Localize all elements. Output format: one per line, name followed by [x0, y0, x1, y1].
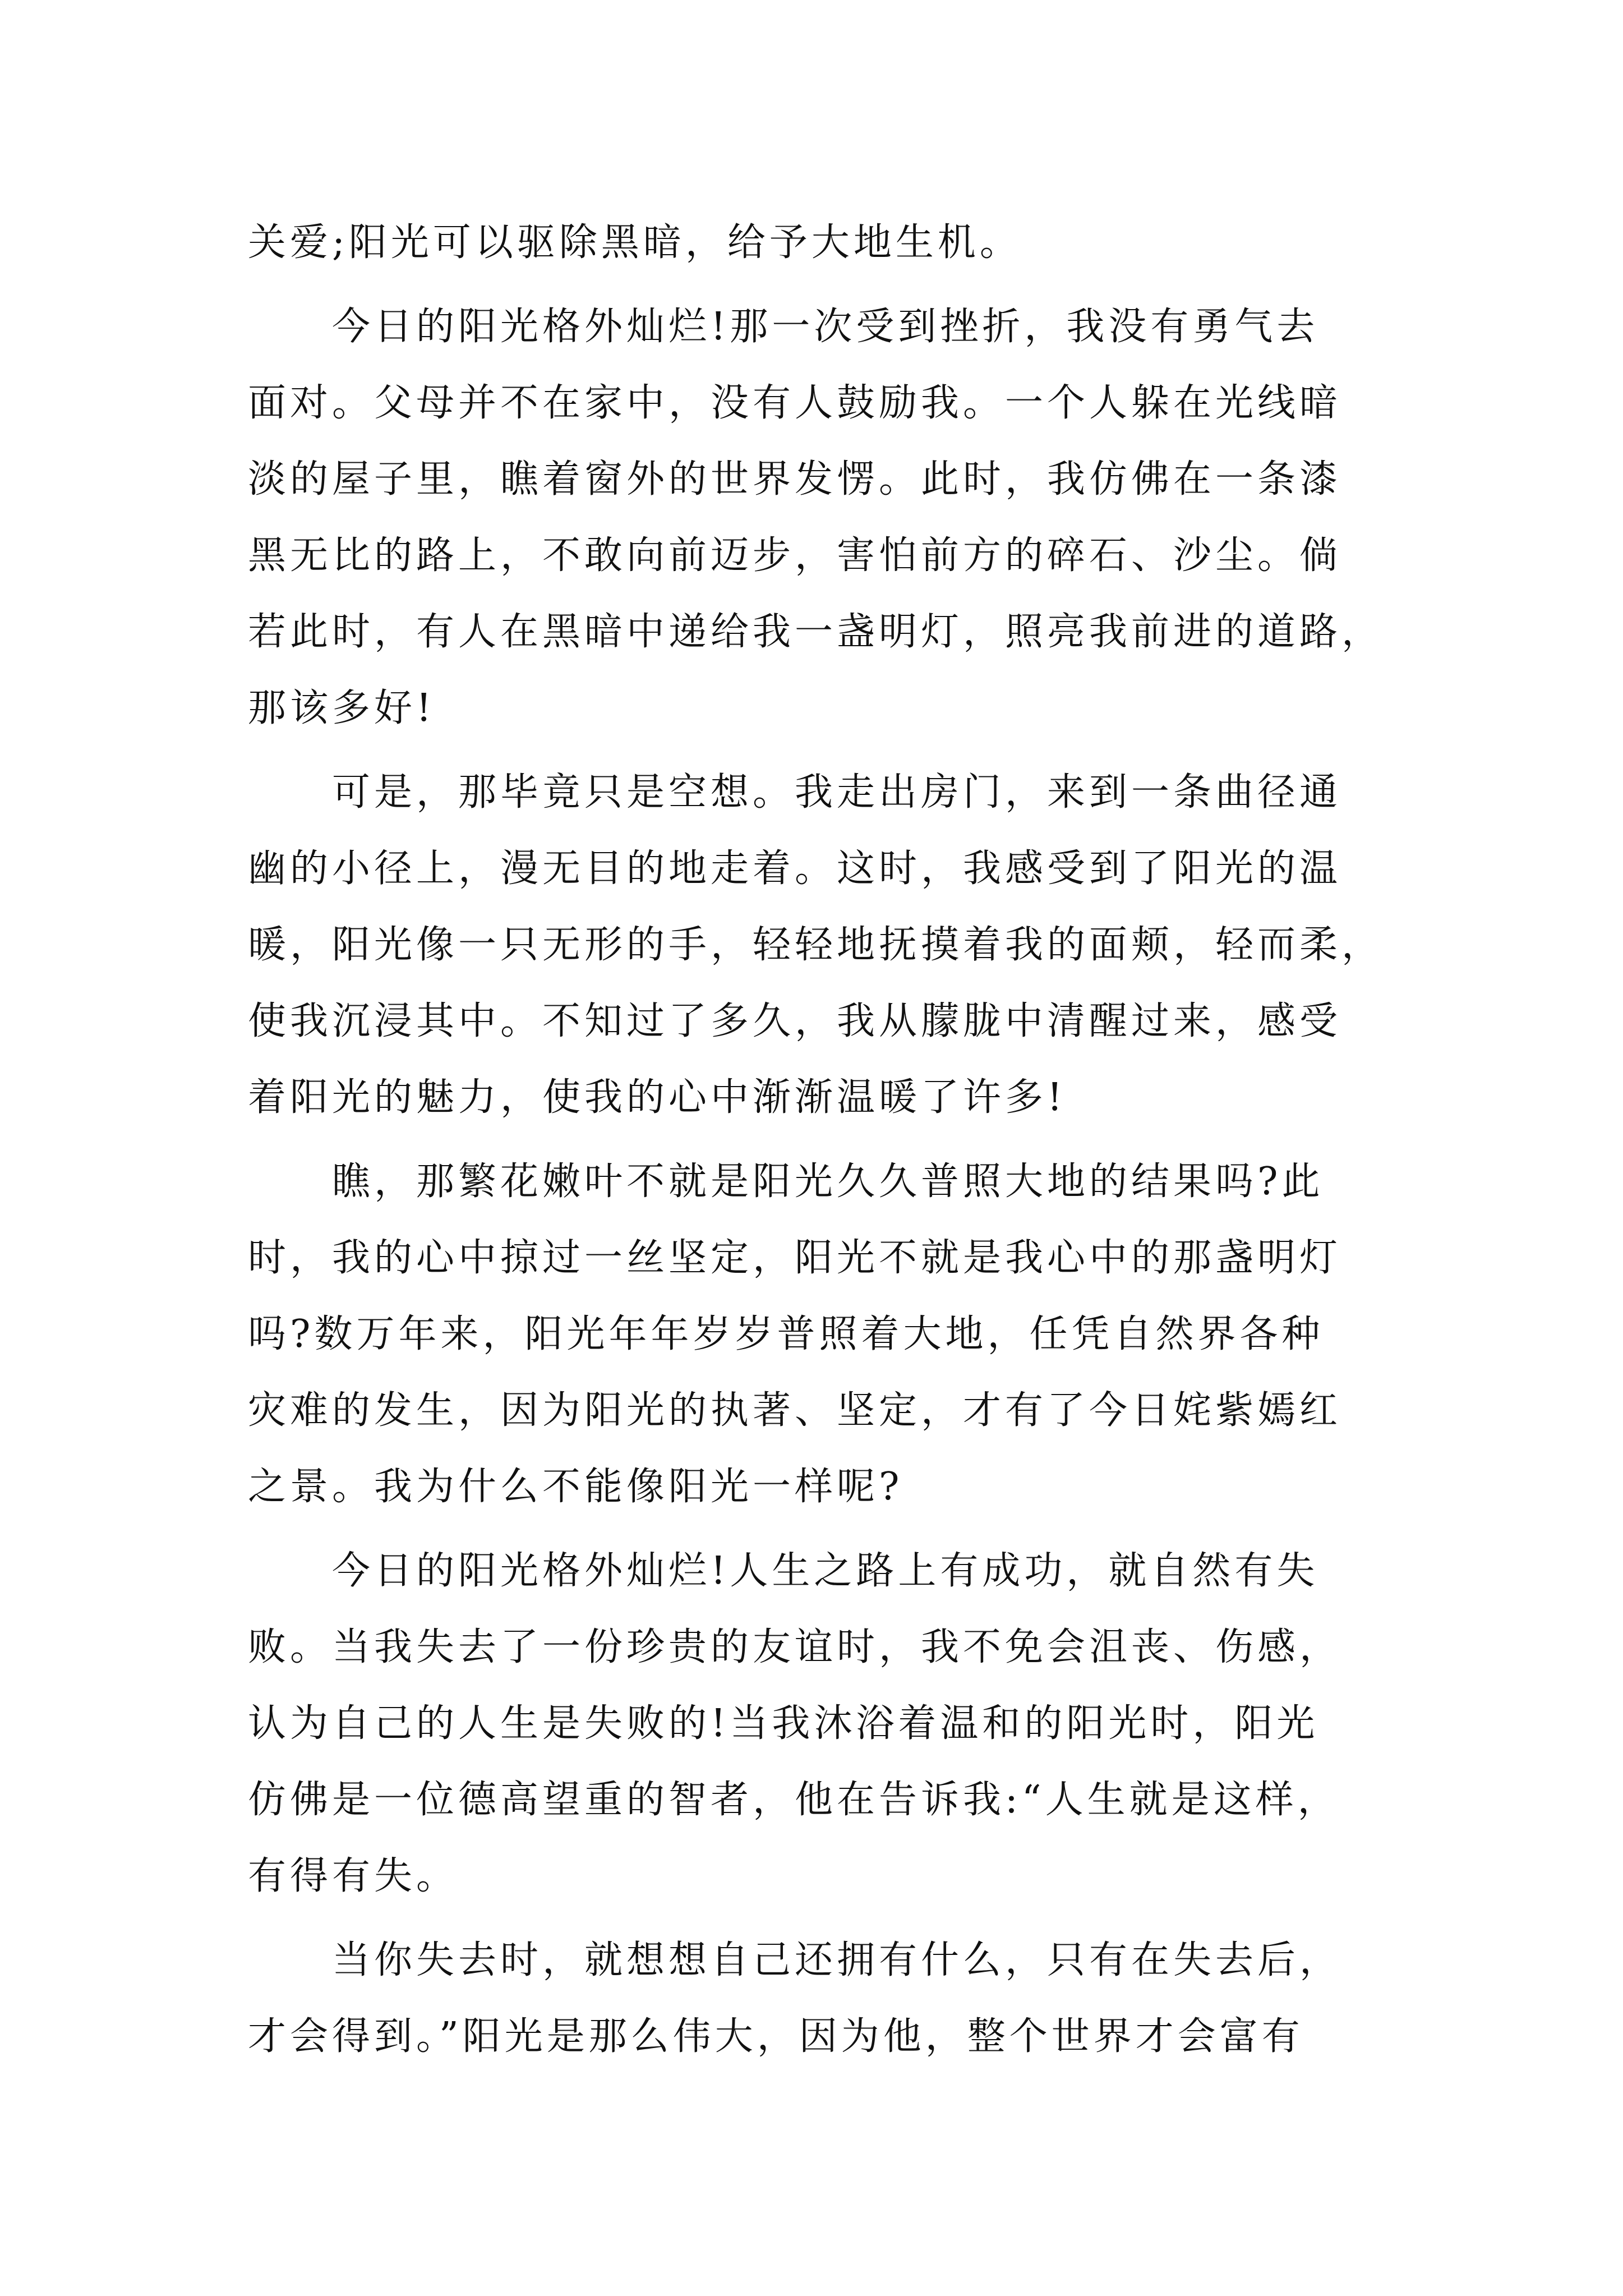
text-line: 败。当我失去了一份珍贵的友谊时，我不免会沮丧、伤感， [248, 1625, 1342, 1669]
text-line: 那该多好! [248, 686, 436, 730]
text-line: 有得有失。 [248, 1854, 459, 1898]
text-line: 关爱;阳光可以驱除黑暗，给予大地生机。 [248, 220, 1022, 265]
document-body [248, 205, 1392, 2075]
paragraph-2 [248, 289, 1392, 747]
paragraph-4 [248, 1144, 1392, 1525]
text-line: 今日的阳光格外灿烂!那一次受到挫折，我没有勇气去 [332, 305, 1319, 349]
text-line: 认为自己的人生是失败的!当我沐浴着温和的阳光时，阳光 [248, 1701, 1319, 1746]
text-line: 淡的屋子里，瞧着窗外的世界发愣。此时，我仿佛在一条漆 [248, 457, 1342, 501]
text-line: 才会得到。”阳光是那么伟大，因为他，整个世界才会富有 [248, 2014, 1304, 2059]
text-line: 面对。父母并不在家中，没有人鼓励我。一个人躲在光线暗 [248, 381, 1342, 425]
text-line: 今日的阳光格外灿烂!人生之路上有成功，就自然有失 [332, 1549, 1319, 1593]
text-line: 瞧，那繁花嫩叶不就是阳光久久普照大地的结果吗?此 [332, 1159, 1324, 1204]
text-line: 当你失去时，就想想自己还拥有什么，只有在失去后， [332, 1938, 1342, 1982]
text-line: 吗?数万年来，阳光年年岁岁普照着大地，任凭自然界各种 [248, 1312, 1324, 1356]
text-line: 若此时，有人在黑暗中递给我一盏明灯，照亮我前进的道路， [248, 610, 1384, 654]
paragraph-5 [248, 1533, 1392, 1915]
paragraph-6 [248, 1922, 1392, 2075]
text-line: 使我沉浸其中。不知过了多久，我从朦胧中清醒过来，感受 [248, 999, 1342, 1043]
text-line: 黑无比的路上，不敢向前迈步，害怕前方的碎石、沙尘。倘 [248, 533, 1342, 578]
paragraph-3 [248, 754, 1392, 1136]
text-line: 之景。我为什么不能像阳光一样呢? [248, 1465, 903, 1509]
text-line: 着阳光的魅力，使我的心中渐渐温暖了许多! [248, 1075, 1067, 1120]
text-line: 幽的小径上，漫无目的地走着。这时，我感受到了阳光的温 [248, 846, 1342, 891]
paragraph-1 [248, 205, 1392, 281]
text-line: 灾难的发生，因为阳光的执著、坚定，才有了今日姹紫嫣红 [248, 1388, 1342, 1433]
text-line: 暖，阳光像一只无形的手，轻轻地抚摸着我的面颊，轻而柔， [248, 923, 1384, 967]
text-line: 仿佛是一位德高望重的智者，他在告诉我:“人生就是这样， [248, 1778, 1340, 1822]
text-line: 时，我的心中掠过一丝坚定，阳光不就是我心中的那盏明灯 [248, 1236, 1342, 1280]
text-line: 可是，那毕竟只是空想。我走出房门，来到一条曲径通 [332, 770, 1342, 815]
